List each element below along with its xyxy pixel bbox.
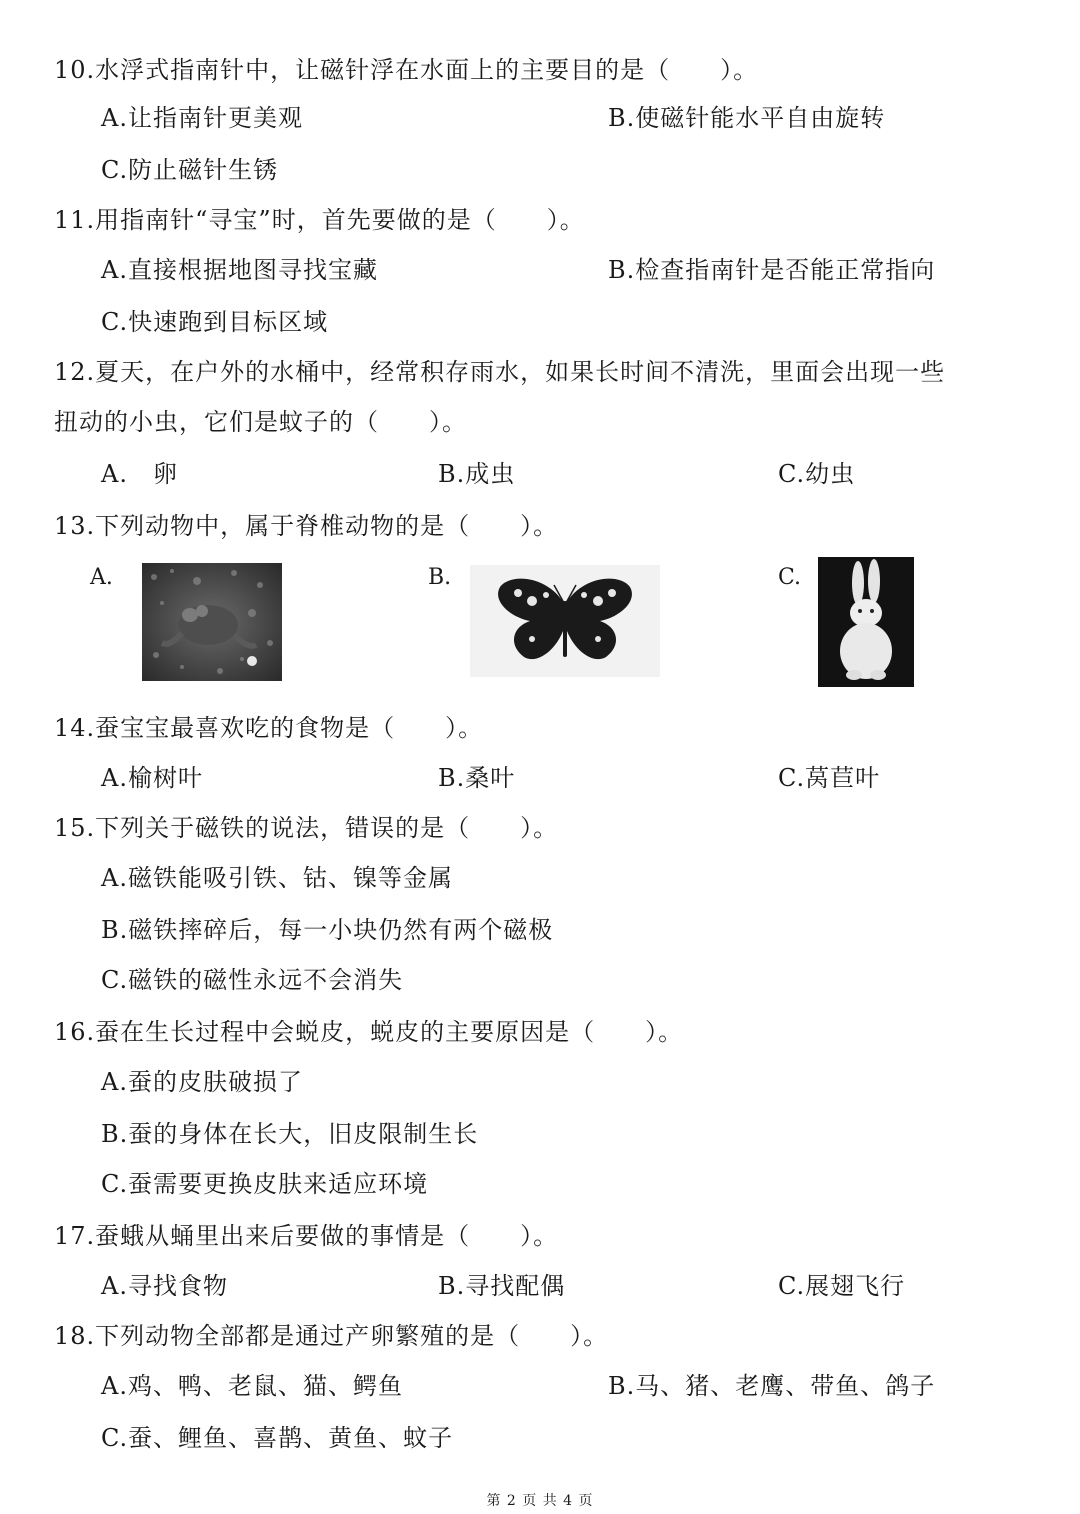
question-16-option-a: A.蚕的皮肤破损了 (101, 1068, 303, 1096)
question-15-option-b: B.磁铁摔碎后，每一小块仍然有两个磁极 (101, 916, 554, 944)
question-10-option-c: C.防止磁针生锈 (101, 156, 279, 184)
question-17-option-b: B.寻找配偶 (438, 1272, 566, 1300)
question-13-option-b: B. (428, 565, 452, 590)
question-13-option-a: A. (90, 565, 113, 590)
question-10-stem: 10.水浮式指南针中，让磁针浮在水面上的主要目的是（ ）。 (54, 56, 759, 84)
question-12-option-c: C.幼虫 (778, 460, 856, 488)
question-12-stem-line2: 扭动的小虫，它们是蚊子的（ ）。 (54, 408, 467, 436)
page-number-footer: 第 2 页 共 4 页 (486, 1493, 594, 1509)
question-14-option-a: A.榆树叶 (101, 764, 203, 792)
question-16-stem: 16.蚕在生长过程中会蜕皮，蜕皮的主要原因是（ ）。 (54, 1018, 684, 1046)
question-14-option-c: C.莴苣叶 (778, 764, 881, 792)
question-10-option-b: B.使磁针能水平自由旋转 (608, 104, 886, 132)
question-11-stem: 11.用指南针“寻宝”时，首先要做的是（ ）。 (54, 206, 585, 234)
question-12-option-b: B.成虫 (438, 460, 516, 488)
rabbit-icon (818, 557, 914, 687)
butterfly-photo (470, 565, 660, 677)
question-14-option-b: B.桑叶 (438, 764, 516, 792)
rabbit-photo (818, 557, 914, 687)
question-15-option-c: C.磁铁的磁性永远不会消失 (101, 966, 404, 994)
question-18-stem: 18.下列动物全部都是通过产卵繁殖的是（ ）。 (54, 1322, 609, 1350)
butterfly-icon (470, 565, 660, 677)
question-15-option-a: A.磁铁能吸引铁、钴、镍等金属 (101, 864, 453, 892)
question-18-option-c: C.蚕、鲤鱼、喜鹊、黄鱼、蚊子 (101, 1424, 454, 1452)
question-18-option-b: B.马、猪、老鹰、带鱼、鸽子 (608, 1372, 936, 1400)
question-15-stem: 15.下列关于磁铁的说法，错误的是（ ）。 (54, 814, 559, 842)
question-11-option-c: C.快速跑到目标区域 (101, 308, 329, 336)
question-11-option-a: A.直接根据地图寻找宝藏 (101, 256, 378, 284)
question-18-option-a: A.鸡、鸭、老鼠、猫、鳄鱼 (101, 1372, 403, 1400)
question-12-stem-line1: 12.夏天，在户外的水桶中，经常积存雨水，如果长时间不清洗，里面会出现一些 (54, 358, 946, 386)
question-14-stem: 14.蚕宝宝最喜欢吃的食物是（ ）。 (54, 714, 484, 742)
question-17-option-a: A.寻找食物 (101, 1272, 228, 1300)
question-16-option-b: B.蚕的身体在长大，旧皮限制生长 (101, 1120, 479, 1148)
frog-photo (142, 563, 282, 681)
question-17-stem: 17.蚕蛾从蛹里出来后要做的事情是（ ）。 (54, 1222, 559, 1250)
frog-icon (142, 563, 282, 681)
question-13-option-c: C. (778, 565, 802, 590)
question-12-option-a: A. 卵 (101, 460, 178, 488)
question-16-option-c: C.蚕需要更换皮肤来适应环境 (101, 1170, 429, 1198)
question-10-option-a: A.让指南针更美观 (101, 104, 303, 132)
question-17-option-c: C.展翅飞行 (778, 1272, 906, 1300)
question-11-option-b: B.检查指南针是否能正常指向 (608, 256, 936, 284)
question-13-stem: 13.下列动物中，属于脊椎动物的是（ ）。 (54, 512, 559, 540)
